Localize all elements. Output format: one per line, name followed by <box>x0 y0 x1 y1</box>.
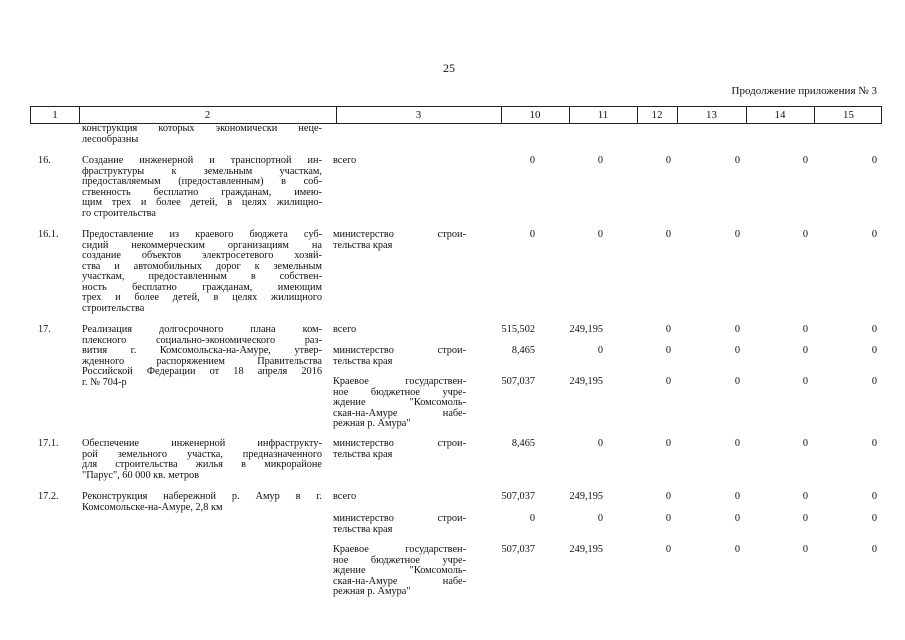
value-cell-13: 0 <box>734 324 740 335</box>
value-cell-15: 0 <box>871 544 877 555</box>
row-number: 17.2. <box>38 491 59 502</box>
value-cell-12: 0 <box>665 544 671 555</box>
value-cell-12: 0 <box>665 376 671 387</box>
value-cell-14: 0 <box>802 345 808 356</box>
continuation-label: Продолжение приложения № 3 <box>731 85 877 97</box>
header-col-12: 12 <box>651 109 663 121</box>
row-description: Реконструкция набережной р. Амур в г. Комсомольске-на-Амуре, 2,8 км <box>82 491 322 513</box>
value-cell-14: 0 <box>802 438 808 449</box>
value-cell-11: 249,195 <box>569 324 603 335</box>
value-cell-15: 0 <box>871 438 877 449</box>
value-cell-11: 0 <box>597 155 603 166</box>
value-cell-14: 0 <box>802 544 808 555</box>
executor-cell: Краевое государствен- ное бюджетное учре- ждение "Комсомоль- ская-на-Амуре набе- режная р. Амура" <box>333 544 466 597</box>
value-cell-14: 0 <box>802 376 808 387</box>
value-cell-12: 0 <box>665 491 671 502</box>
header-col-13: 13 <box>706 109 717 121</box>
value-cell-10: 0 <box>529 513 535 524</box>
row-continuation-text: конструкция которых экономически неце- лесообразны <box>82 123 322 145</box>
value-cell-12: 0 <box>665 229 671 240</box>
value-cell-13: 0 <box>734 544 740 555</box>
value-cell-10: 0 <box>529 229 535 240</box>
row-number: 16.1. <box>38 229 59 240</box>
value-cell-15: 0 <box>871 491 877 502</box>
value-cell-15: 0 <box>871 513 877 524</box>
header-col-14: 14 <box>774 109 786 121</box>
value-cell-13: 0 <box>734 155 740 166</box>
value-cell-13: 0 <box>734 438 740 449</box>
row-description: Обеспечение инженерной инфраструкту- рой земельного участка, предназначенного для строительства жилья в микрорайоне "Парус", 60 000 кв. метров <box>82 438 322 481</box>
value-cell-11: 249,195 <box>569 376 603 387</box>
value-cell-14: 0 <box>802 155 808 166</box>
value-cell-14: 0 <box>802 229 808 240</box>
value-cell-10: 507,037 <box>501 491 535 502</box>
value-cell-13: 0 <box>734 229 740 240</box>
executor-cell: министерство строи- тельства края <box>333 438 466 460</box>
header-col-15: 15 <box>843 109 854 121</box>
value-cell-13: 0 <box>734 513 740 524</box>
value-cell-12: 0 <box>665 438 671 449</box>
executor-cell: министерство строи- тельства края <box>333 229 466 251</box>
header-col-2: 2 <box>204 109 211 121</box>
executor-cell: Краевое государствен- ное бюджетное учре- ждение "Комсомоль- ская-на-Амуре набе- режная р. Амура" <box>333 376 466 429</box>
value-cell-13: 0 <box>734 491 740 502</box>
value-cell-14: 0 <box>802 491 808 502</box>
row-description: Создание инженерной и транспортной ин- фраструктуры к земельным участкам, предоставляемым (предоставленным) в соб- ственность бесплатно гражданам, имею- щим трех и более детей, в целях жилищно- го строительства <box>82 155 322 219</box>
value-cell-15: 0 <box>871 345 877 356</box>
page-number: 25 <box>443 61 455 75</box>
value-cell-11: 249,195 <box>569 491 603 502</box>
value-cell-15: 0 <box>871 155 877 166</box>
value-cell-10: 8,465 <box>511 438 535 449</box>
value-cell-10: 0 <box>529 155 535 166</box>
row-description: Реализация долгосрочного плана ком- плексного социально-экономического раз- вития г. Комсомольска-на-Амуре, утвер- жденного распоряжением Правительства Российской Федерации от 18 апреля 2016 г. № 704-р <box>82 324 322 388</box>
value-cell-15: 0 <box>871 229 877 240</box>
header-col-11: 11 <box>597 109 609 121</box>
value-cell-12: 0 <box>665 155 671 166</box>
row-number: 17. <box>38 324 51 335</box>
executor-cell: всего <box>333 491 357 502</box>
header-col-3: 3 <box>415 109 422 121</box>
header-col-1: 1 <box>52 109 58 121</box>
row-description: Предоставление из краевого бюджета суб- сидий некоммерческим организациям на создание объектов электросетевого хозяй- ства и автомобильных дорог к земельным участкам, предоставленным в собствен- ность бесплатно гражданам, имеющим трех и более детей, в целях жилищного строительства <box>82 229 322 314</box>
value-cell-12: 0 <box>665 324 671 335</box>
value-cell-12: 0 <box>665 345 671 356</box>
executor-cell: всего <box>333 155 357 166</box>
value-cell-10: 515,502 <box>501 324 535 335</box>
value-cell-10: 507,037 <box>501 376 535 387</box>
value-cell-10: 8,465 <box>511 345 535 356</box>
value-cell-13: 0 <box>734 345 740 356</box>
value-cell-10: 507,037 <box>501 544 535 555</box>
executor-cell: министерство строи- тельства края <box>333 345 466 367</box>
executor-cell: министерство строи- тельства края <box>333 513 466 535</box>
value-cell-15: 0 <box>871 324 877 335</box>
value-cell-11: 0 <box>597 345 603 356</box>
value-cell-11: 249,195 <box>569 544 603 555</box>
executor-cell: всего <box>333 324 357 335</box>
value-cell-15: 0 <box>871 376 877 387</box>
header-col-10: 10 <box>529 109 541 121</box>
value-cell-14: 0 <box>802 324 808 335</box>
value-cell-12: 0 <box>665 513 671 524</box>
table-header-row <box>30 106 882 124</box>
row-number: 17.1. <box>38 438 59 449</box>
value-cell-11: 0 <box>597 438 603 449</box>
value-cell-14: 0 <box>802 513 808 524</box>
row-number: 16. <box>38 155 51 166</box>
value-cell-11: 0 <box>597 513 603 524</box>
value-cell-13: 0 <box>734 376 740 387</box>
value-cell-11: 0 <box>597 229 603 240</box>
